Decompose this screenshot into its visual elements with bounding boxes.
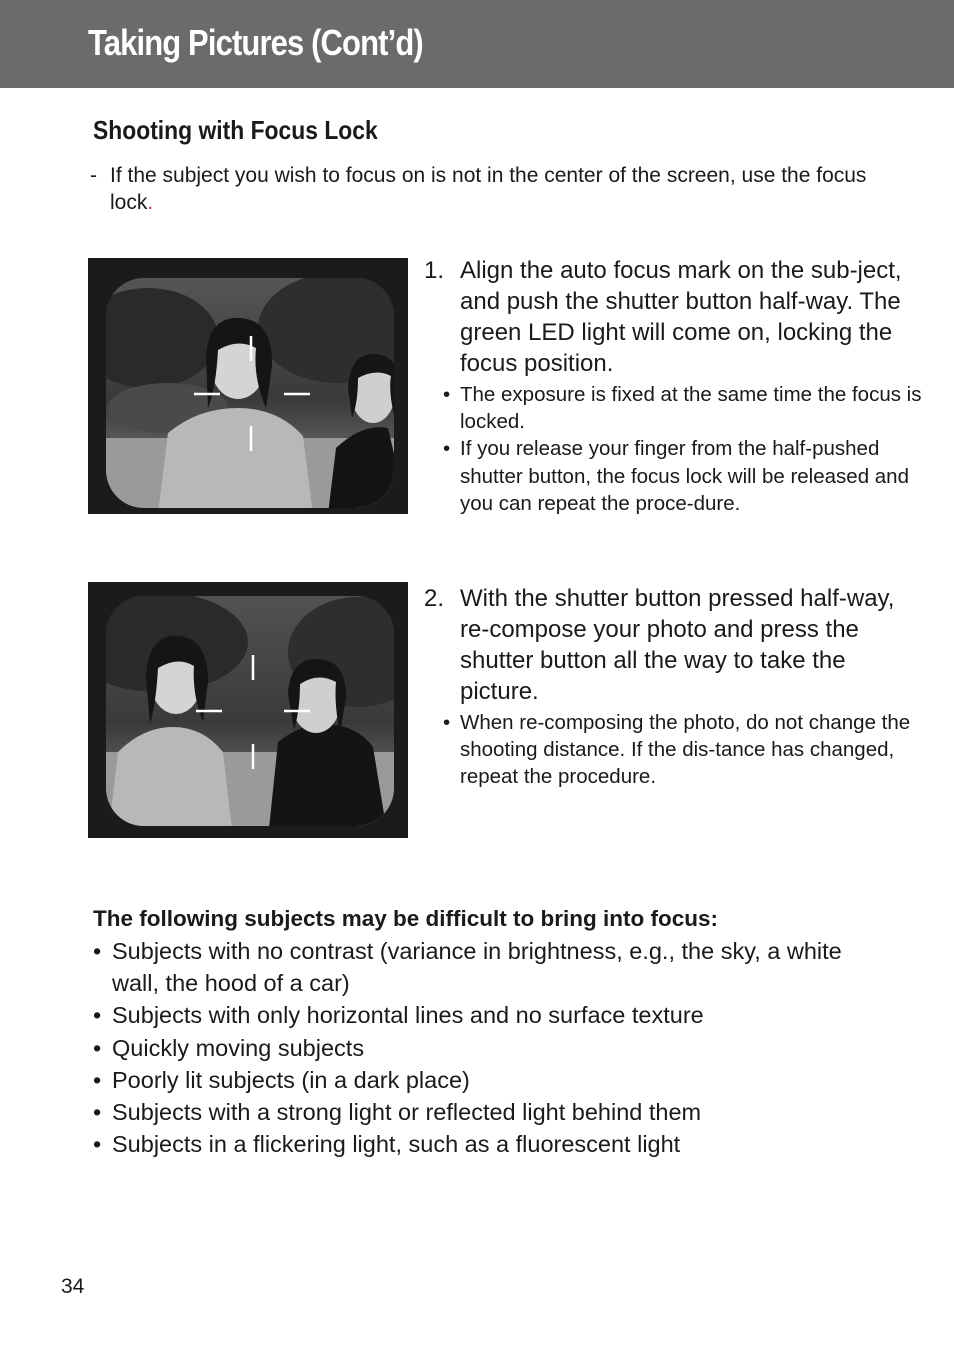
difficult-subjects-heading: The following subjects may be difficult to bring into focus: <box>93 906 719 931</box>
list-item-text: Quickly moving subjects <box>112 1034 365 1061</box>
list-item <box>93 1096 893 1128</box>
difficult-subjects <box>93 903 893 1160</box>
list-item-text: Subjects with a strong light or reflected light behind them <box>112 1099 702 1126</box>
list-item <box>93 935 893 999</box>
intro-dash: - <box>90 164 97 187</box>
section-title: Shooting with Focus Lock <box>93 115 378 145</box>
bullet: • <box>93 1002 102 1029</box>
viewfinder-photo-recomposed <box>88 582 408 838</box>
bullet: • <box>93 1099 102 1126</box>
list-item <box>443 435 924 517</box>
list-item <box>93 999 893 1031</box>
step-number: 2. <box>424 585 445 612</box>
step-bullets <box>424 709 924 791</box>
bullet: • <box>443 437 451 461</box>
step-bullets <box>424 381 924 517</box>
page-number: 34 <box>61 1275 85 1298</box>
bullet: • <box>443 383 451 406</box>
intro-paragraph <box>90 162 890 216</box>
viewfinder-photo-focus-center <box>88 258 408 514</box>
viewfinder-image-2 <box>88 582 408 838</box>
list-item <box>93 1032 893 1064</box>
bullet: • <box>443 711 451 734</box>
bullet: • <box>93 1131 102 1158</box>
bullet: • <box>93 1034 102 1061</box>
bullet: • <box>93 1066 102 1093</box>
bullet: • <box>93 938 102 964</box>
list-item-text: Poorly lit subjects (in a dark place) <box>112 1066 470 1093</box>
list-item <box>93 1064 893 1096</box>
viewfinder-image-1 <box>88 258 408 514</box>
list-item-text: Subjects with no contrast (variance in brightness, e.g., the sky, a white wall, the hood of a car) <box>112 938 842 997</box>
bullet-text: The exposure is fixed at the same time the focus is locked. <box>460 383 922 434</box>
difficult-subjects-list <box>93 935 893 1160</box>
bullet-text: When re-composing the photo, do not change the shooting distance. If the dis-tance has changed, repeat the procedure. <box>460 711 911 789</box>
page-title: Taking Pictures (Cont’d) <box>88 22 423 63</box>
step-2 <box>424 583 924 791</box>
intro-text: If the subject you wish to focus on is not in the center of the screen, use the focus lock <box>110 164 867 214</box>
page-header <box>0 0 954 88</box>
step-number: 1. <box>424 257 445 284</box>
list-item <box>443 709 924 791</box>
intro-period: . <box>147 191 154 214</box>
step-text: Align the auto focus mark on the sub-ject, and push the shutter button half-way. The green LED light will come on, locking the focus position. <box>460 257 902 377</box>
step-1 <box>424 255 924 517</box>
bullet-text: If you release your finger from the half-pushed shutter button, the focus lock will be released and you can repeat the proce-dure. <box>460 437 909 515</box>
list-item <box>93 1128 893 1160</box>
list-item-text: Subjects in a flickering light, such as a fluorescent light <box>112 1131 681 1158</box>
list-item <box>443 381 924 435</box>
step-text: With the shutter button pressed half-way, re-compose your photo and press the shutter button all the way to take the picture. <box>460 585 895 705</box>
list-item-text: Subjects with only horizontal lines and no surface texture <box>112 1002 704 1029</box>
